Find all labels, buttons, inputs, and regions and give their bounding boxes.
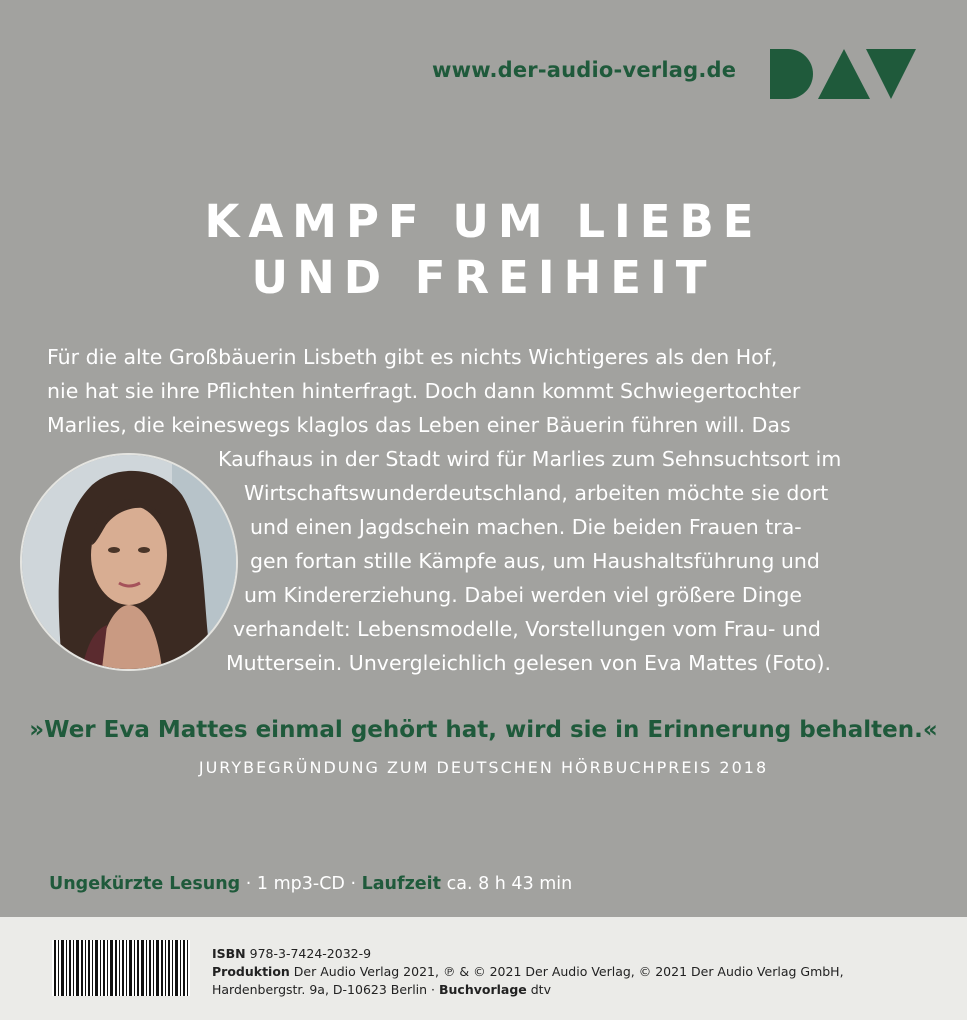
headline-line-2: UND FREIHEIT bbox=[251, 251, 716, 304]
description-line: verhandelt: Lebensmodelle, Vorstellungen vom Frau- und bbox=[233, 617, 821, 641]
description-line: nie hat sie ihre Pflichten hinterfragt. Doch dann kommt Schwiegertochter bbox=[47, 379, 801, 403]
meta-runtime: ca. 8 h 43 min bbox=[441, 874, 573, 894]
barcode bbox=[52, 940, 190, 996]
meta-separator: · bbox=[240, 874, 257, 894]
description-line: Für die alte Großbäuerin Lisbeth gibt es nichts Wichtigeres als den Hof, bbox=[47, 345, 778, 369]
description-line: Wirtschaftswunderdeutschland, arbeiten möchte sie dort bbox=[244, 481, 829, 505]
narrator-portrait bbox=[20, 453, 238, 671]
isbn-line: ISBN 978-3-7424-2032-9 bbox=[212, 946, 372, 961]
description-line: und einen Jagdschein machen. Die beiden Frauen tra- bbox=[250, 515, 802, 539]
description-line: Kaufhaus in der Stadt wird für Marlies zum Sehnsuchtsort im bbox=[218, 447, 842, 471]
address-line: Hardenbergstr. 9a, D-10623 Berlin · Buchvorlage dtv bbox=[212, 982, 551, 997]
product-meta bbox=[49, 874, 572, 894]
description-line: Marlies, die keineswegs klaglos das Leben einer Bäuerin führen will. Das bbox=[47, 413, 791, 437]
press-quote: »Wer Eva Mattes einmal gehört hat, wird sie in Erinnerung behalten.« bbox=[29, 717, 938, 743]
headline-line-1: KAMPF UM LIEBE bbox=[204, 195, 763, 248]
imprint-strip bbox=[0, 917, 967, 1020]
meta-label-reading: Ungekürzte Lesung bbox=[49, 874, 241, 894]
dav-logo bbox=[768, 47, 918, 101]
imprint-info bbox=[212, 945, 844, 999]
meta-label-runtime: Laufzeit bbox=[361, 874, 442, 894]
description-line: gen fortan stille Kämpfe aus, um Haushaltsführung und bbox=[250, 549, 820, 573]
quote-attribution: JURYBEGRÜNDUNG ZUM DEUTSCHEN HÖRBUCHPREIS 2018 bbox=[198, 758, 769, 777]
description-line: um Kindererziehung. Dabei werden viel größere Dinge bbox=[244, 583, 803, 607]
production-line: Produktion Der Audio Verlag 2021, ℗ & © 2021 Der Audio Verlag, © 2021 Der Audio Verlag GmbH, bbox=[212, 964, 844, 979]
meta-separator: · bbox=[344, 874, 362, 894]
meta-format: 1 mp3-CD bbox=[256, 874, 345, 894]
description-line: Muttersein. Unvergleichlich gelesen von Eva Mattes (Foto). bbox=[226, 651, 831, 675]
publisher-url[interactable]: www.der-audio-verlag.de bbox=[432, 58, 737, 82]
